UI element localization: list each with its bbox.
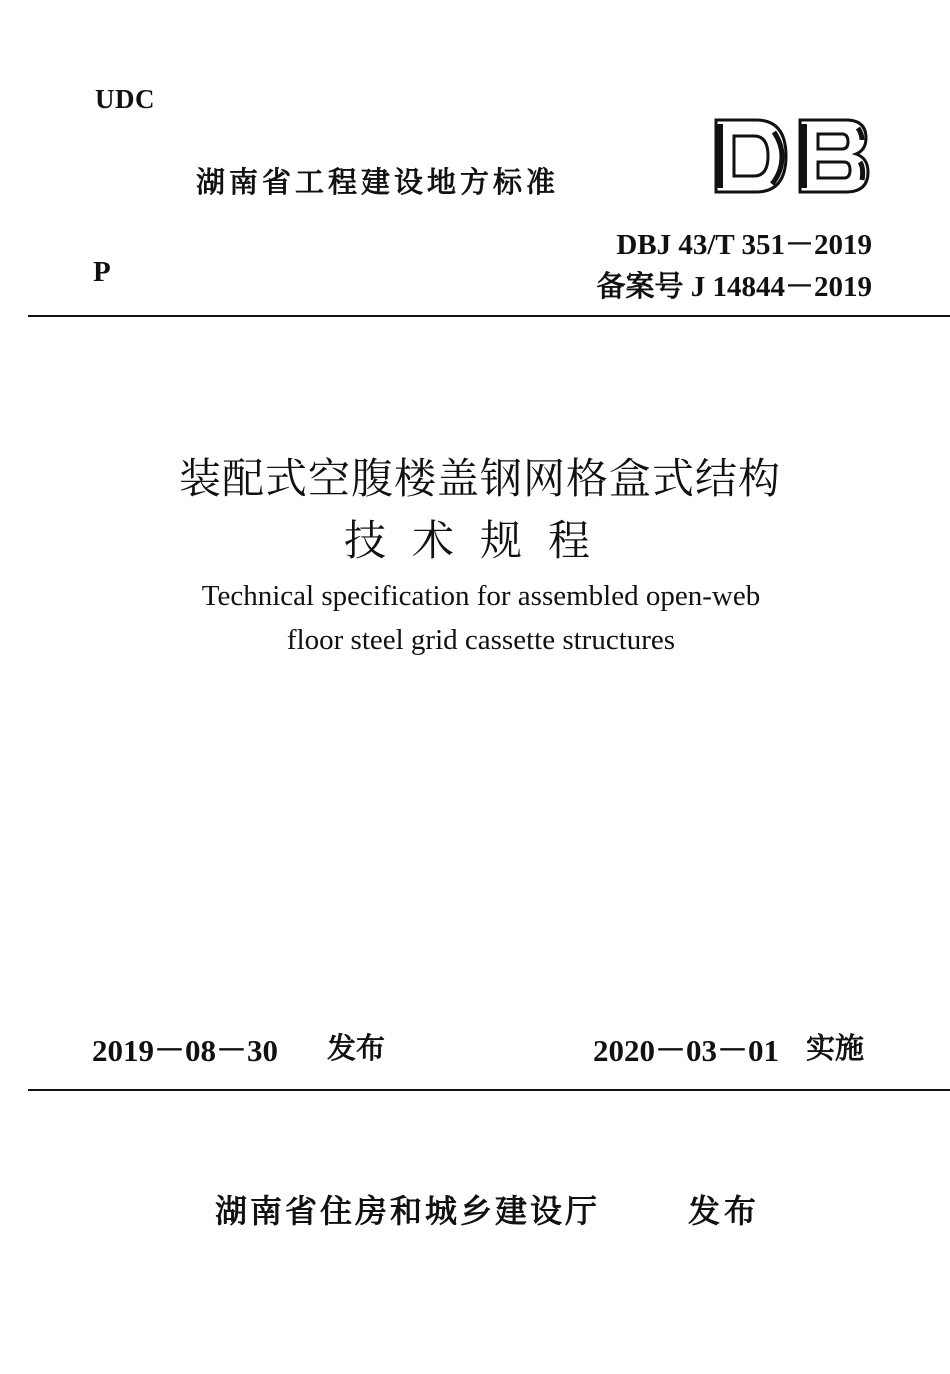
logo-text: DB [712,116,714,117]
bottom-divider [28,1089,950,1091]
top-divider [28,315,950,317]
record-number: 备案号 J 14844－2019 [596,271,872,303]
title-english-line2: floor steel grid cassette structures [286,624,676,656]
implement-label: 实施 [806,1031,865,1065]
standard-type: 湖南省工程建设地方标准 [196,165,560,199]
issue-label: 发布 [327,1031,386,1065]
publisher: 湖南省住房和城乡建设厅 [215,1192,601,1230]
standard-number: DBJ 43/T 351－2019 [616,229,872,261]
title-chinese: 装配式空腹楼盖钢网格盒式结构 [178,454,781,503]
subtitle-chinese: 技术规程 [343,516,616,565]
publish-action: 发布 [688,1192,761,1230]
category-label: P [93,256,111,288]
db-logo [712,116,872,196]
issue-date: 2019－08－30 [92,1033,278,1068]
title-english-line1: Technical specification for assembled open-web [201,580,761,612]
udc-label: UDC [95,84,155,114]
implement-date: 2020－03－01 [593,1033,779,1068]
